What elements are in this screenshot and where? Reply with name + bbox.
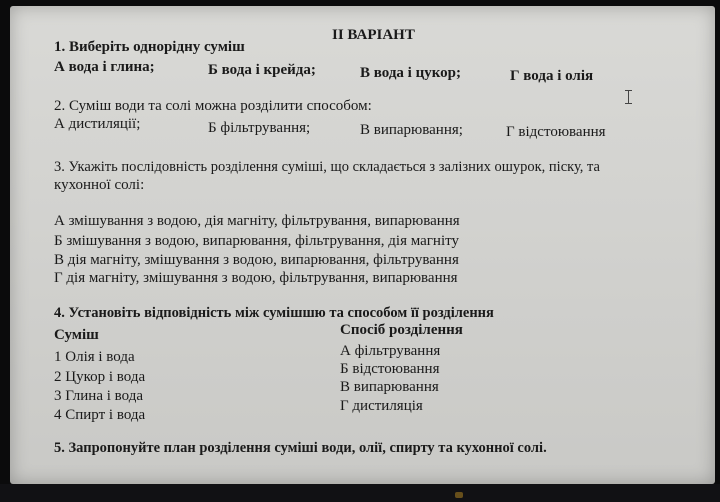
- monitor-screen: [10, 6, 715, 484]
- q2-option-b: Б фільтрування;: [208, 120, 311, 136]
- q3-option-c: В дія магніту, змішування з водою, випарювання, фільтрування: [54, 252, 459, 268]
- q4-mixture-header: Суміш: [54, 327, 99, 343]
- q2-option-c: В випарювання;: [360, 122, 463, 138]
- power-indicator: [455, 492, 463, 498]
- variant-title: ІІ ВАРІАНТ: [332, 27, 415, 43]
- q1-option-c: В вода і цукор;: [360, 65, 462, 81]
- q4-method-header: Спосіб розділення: [340, 322, 463, 338]
- q4-method-a: А фільтрування: [340, 343, 441, 359]
- q1-option-b: Б вода і крейда;: [208, 62, 316, 78]
- q1-option-a: А вода і глина;: [54, 59, 155, 75]
- monitor-bezel: [0, 484, 720, 502]
- q2-option-d: Г відстоювання: [506, 124, 606, 140]
- question-2: 2. Суміш води та солі можна розділити способом:: [54, 98, 372, 114]
- q4-method-d: Г дистиляція: [340, 398, 423, 414]
- question-5: 5. Запропонуйте план розділення суміші води, олії, спирту та кухонної солі.: [54, 440, 547, 456]
- text-cursor-icon: [628, 90, 629, 104]
- q4-method-c: В випарювання: [340, 379, 439, 395]
- q3-option-d: Г дія магніту, змішування з водою, фільтрування, випарювання: [54, 270, 458, 286]
- q4-method-b: Б відстоювання: [340, 361, 440, 377]
- q4-mixture-4: 4 Спирт і вода: [54, 407, 146, 423]
- q3-option-a: А змішування з водою, дія магніту, фільтрування, випарювання: [54, 213, 460, 229]
- question-1: 1. Виберіть однорідну суміш: [54, 39, 245, 55]
- q3-option-b: Б змішування з водою, випарювання, фільтрування, дія магніту: [54, 233, 459, 249]
- question-3-line-2: кухонної солі:: [54, 177, 145, 193]
- q4-mixture-3: 3 Глина і вода: [54, 388, 143, 404]
- q2-option-a: А дистиляції;: [54, 116, 141, 132]
- q4-mixture-2: 2 Цукор і вода: [54, 369, 146, 385]
- q4-mixture-1: 1 Олія і вода: [54, 349, 135, 365]
- q1-option-d: Г вода і олія: [510, 68, 594, 84]
- question-3-line-1: 3. Укажіть послідовність розділення суміші, що складається з залізних ошурок, піску, та: [54, 159, 600, 175]
- question-4: 4. Установіть відповідність між сумішшю та способом її розділення: [54, 305, 494, 321]
